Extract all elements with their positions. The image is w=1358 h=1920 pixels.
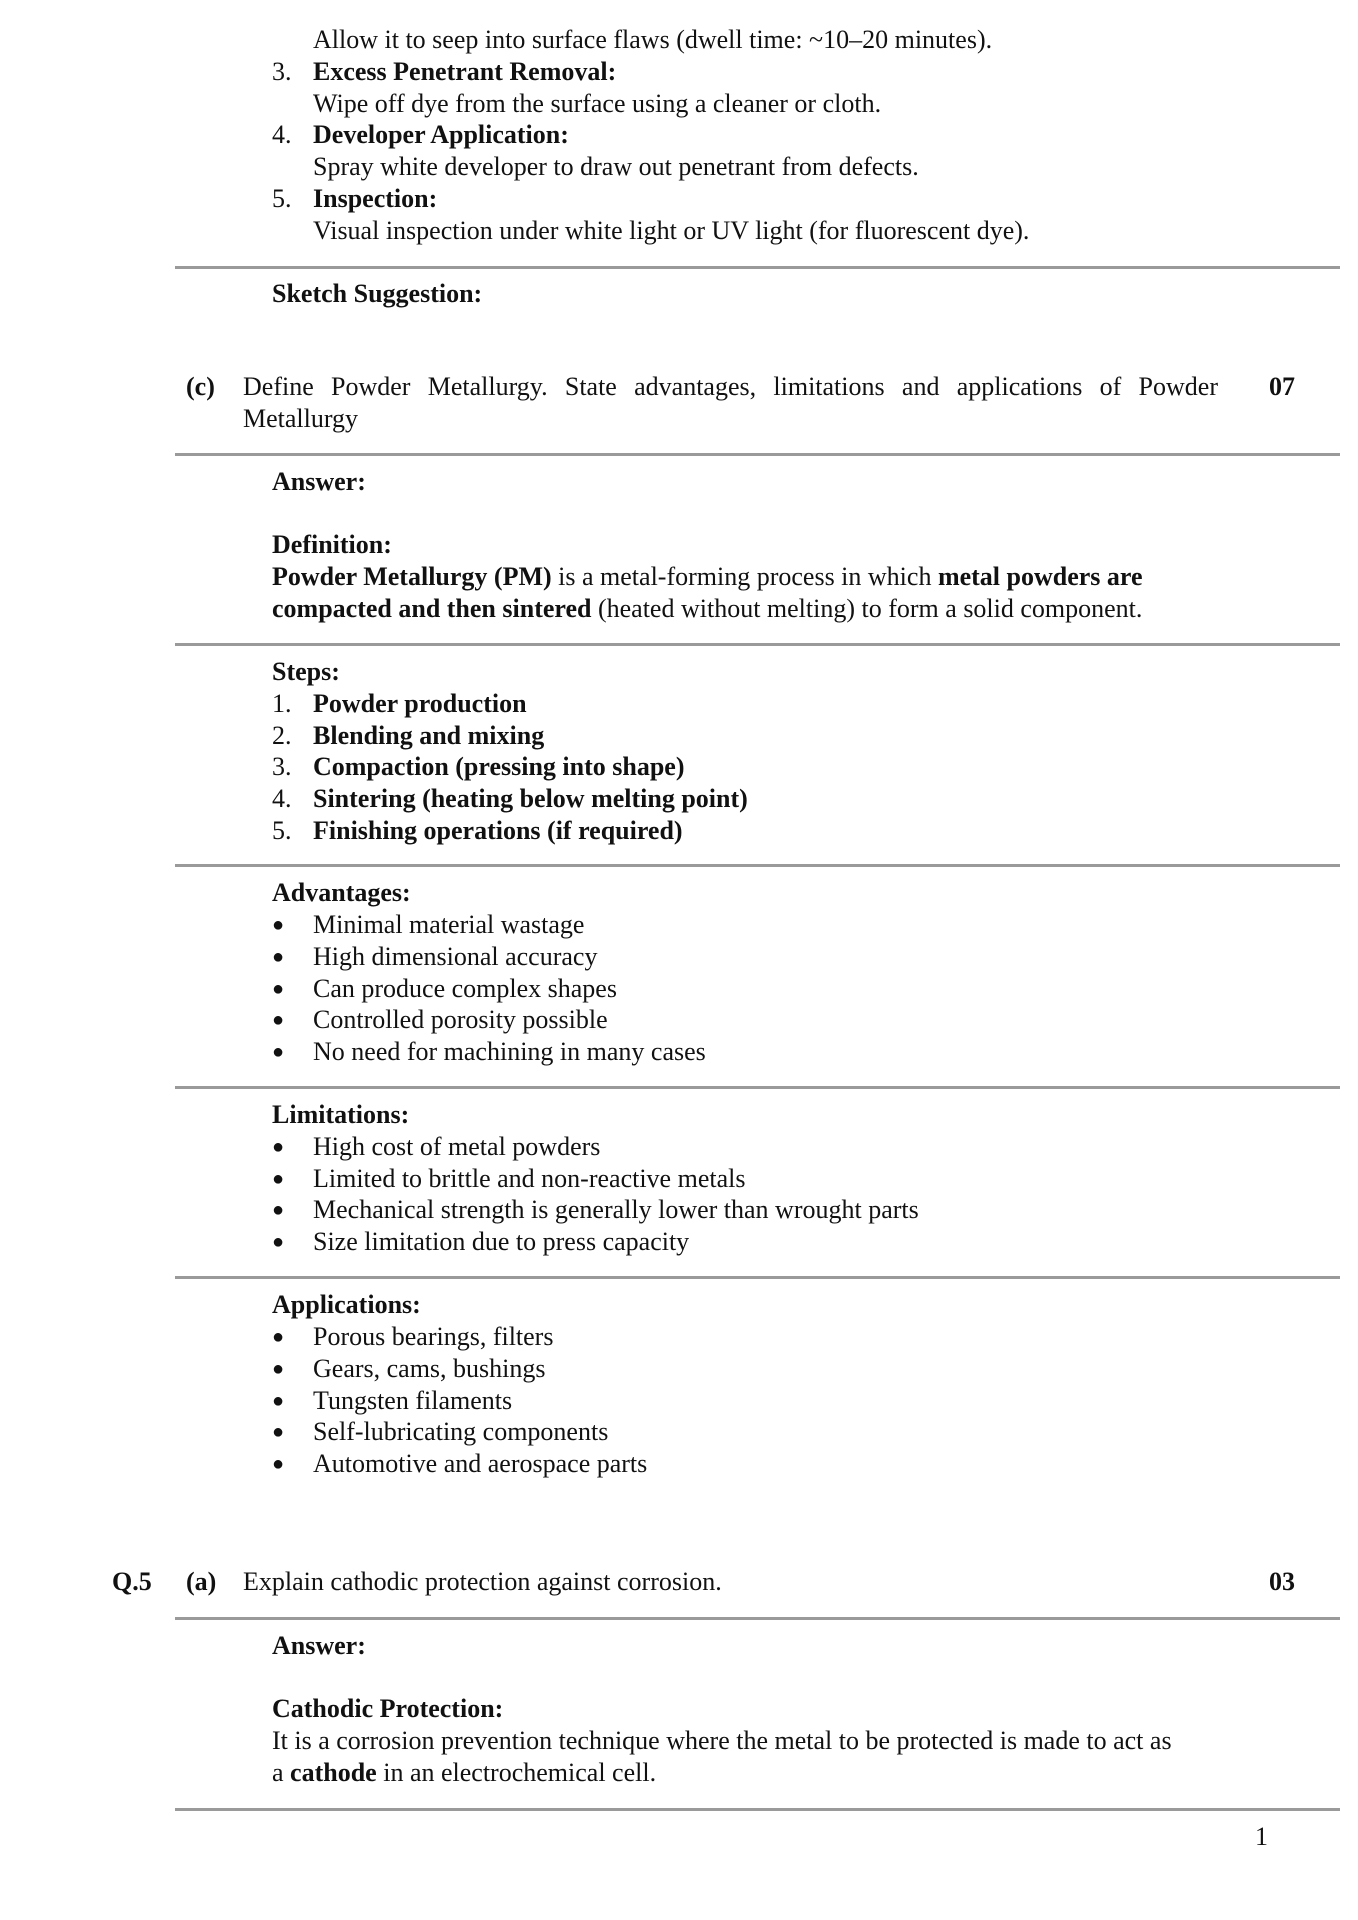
definition-text: (heated without melting) to form a solid component. (591, 594, 1143, 623)
list-item: Mechanical strength is generally lower than wrought parts (313, 1195, 919, 1224)
pm-term: Powder Metallurgy (PM) (272, 562, 552, 591)
list-item: Sintering (heating below melting point) (313, 784, 748, 813)
cathodic-text: in an electrochemical cell. (376, 1758, 657, 1787)
list-number: 1. (272, 689, 292, 718)
bullet-icon: ● (272, 946, 285, 968)
bullet-icon: ● (272, 1421, 285, 1443)
question-text-line: Define Powder Metallurgy. State advantages, limitations and applications of Powder (243, 372, 1218, 401)
question-number: Q.5 (112, 1567, 152, 1596)
bullet-icon: ● (272, 1326, 285, 1348)
bullet-icon: ● (272, 1231, 285, 1253)
list-item: Size limitation due to press capacity (313, 1227, 690, 1256)
bullet-icon: ● (272, 1199, 285, 1221)
list-item: Finishing operations (if required) (313, 816, 683, 845)
answer-heading: Answer: (272, 1631, 366, 1660)
section-divider (175, 643, 1340, 646)
question-text-line: Metallurgy (243, 404, 359, 433)
list-number: 4. (272, 784, 292, 813)
list-item: Can produce complex shapes (313, 974, 617, 1003)
advantages-heading: Advantages: (272, 878, 411, 907)
list-item: Porous bearings, filters (313, 1322, 554, 1351)
question-label: (c) (186, 372, 215, 401)
definition-bold: metal powders are (937, 562, 1143, 591)
sketch-suggestion-heading: Sketch Suggestion: (272, 279, 483, 308)
section-divider (175, 1086, 1340, 1089)
list-item: Tungsten filaments (313, 1386, 513, 1415)
definition-text: is a metal-forming process in which (551, 562, 938, 591)
bullet-icon: ● (272, 978, 285, 1000)
definition-text-line (272, 561, 1143, 593)
question-marks: 07 (1269, 372, 1295, 401)
step-text: Visual inspection under white light or UV light (for fluorescent dye). (313, 216, 1030, 245)
list-item: Gears, cams, bushings (313, 1354, 546, 1383)
bullet-icon: ● (272, 1136, 285, 1158)
list-item: Self-lubricating components (313, 1417, 609, 1446)
question-text (243, 371, 1218, 435)
step-text: Spray white developer to draw out penetrant from defects. (313, 152, 919, 181)
limitations-heading: Limitations: (272, 1100, 410, 1129)
list-item: No need for machining in many cases (313, 1037, 706, 1066)
bullet-icon: ● (272, 1168, 285, 1190)
step-number: 4. (272, 120, 292, 149)
cathodic-protection-heading: Cathodic Protection: (272, 1694, 504, 1723)
step-number: 3. (272, 57, 292, 86)
list-item: Automotive and aerospace parts (313, 1449, 648, 1478)
page-number: 1 (1255, 1822, 1268, 1851)
applications-heading: Applications: (272, 1290, 421, 1319)
definition-bold: compacted and then sintered (272, 594, 592, 623)
list-item: Powder production (313, 689, 527, 718)
list-item: Limited to brittle and non-reactive metals (313, 1164, 746, 1193)
steps-heading: Steps: (272, 657, 340, 686)
bullet-icon: ● (272, 1041, 285, 1063)
question-marks: 03 (1269, 1567, 1295, 1596)
question-label: (a) (186, 1567, 217, 1596)
section-divider (175, 1808, 1340, 1811)
section-divider (175, 453, 1340, 456)
cathode-term: cathode (290, 1758, 377, 1787)
bullet-icon: ● (272, 1358, 285, 1380)
definition-text-line (272, 593, 1142, 625)
answer-heading: Answer: (272, 467, 366, 496)
bullet-icon: ● (272, 914, 285, 936)
bullet-icon: ● (272, 1390, 285, 1412)
list-item: Controlled porosity possible (313, 1005, 608, 1034)
cathodic-text-line (272, 1757, 656, 1789)
section-divider (175, 266, 1340, 269)
section-divider (175, 1617, 1340, 1620)
step-title-excess-penetrant-removal: Excess Penetrant Removal: (313, 57, 617, 86)
list-item: Compaction (pressing into shape) (313, 752, 685, 781)
dwell-time-text: Allow it to seep into surface flaws (dwell time: ~10–20 minutes). (313, 25, 993, 54)
bullet-icon: ● (272, 1009, 285, 1031)
list-item: High cost of metal powders (313, 1132, 601, 1161)
list-item: Blending and mixing (313, 721, 545, 750)
list-item: High dimensional accuracy (313, 942, 598, 971)
step-title-inspection: Inspection: (313, 184, 438, 213)
definition-heading: Definition: (272, 530, 392, 559)
step-text: Wipe off dye from the surface using a cleaner or cloth. (313, 89, 882, 118)
list-number: 2. (272, 721, 292, 750)
list-number: 3. (272, 752, 292, 781)
cathodic-text: a (272, 1758, 291, 1787)
section-divider (175, 1276, 1340, 1279)
bullet-icon: ● (272, 1453, 285, 1475)
step-title-developer-application: Developer Application: (313, 120, 569, 149)
section-divider (175, 864, 1340, 867)
list-item: Minimal material wastage (313, 910, 585, 939)
step-number: 5. (272, 184, 292, 213)
cathodic-text-line: It is a corrosion prevention technique where the metal to be protected is made to act as (272, 1726, 1172, 1755)
question-text: Explain cathodic protection against corrosion. (243, 1567, 722, 1596)
list-number: 5. (272, 816, 292, 845)
